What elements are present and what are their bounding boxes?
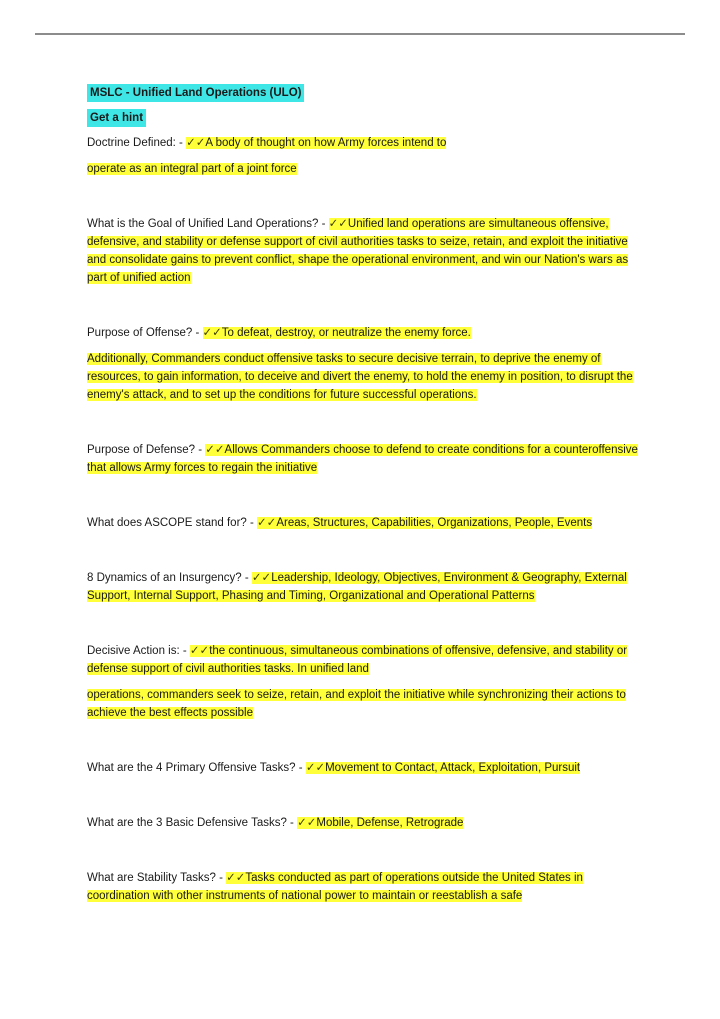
document-body — [87, 84, 642, 905]
answer-continuation-text: Additionally, Commanders conduct offensive tasks to secure decisive terrain, to deprive the enemy of resources, to gain information, to deceive and divert the enemy, to hold the enemy in position, to disrupt the enemy's attack, and to set up the conditions for future successful operations. — [87, 353, 633, 401]
checkmark-icon: ✓✓ — [297, 817, 317, 829]
checkmark-icon: ✓✓ — [202, 327, 222, 339]
question-text: Purpose of Defense? - — [87, 444, 206, 456]
answer-text: ✓✓Unified land operations are simultaneous offensive, defensive, and stability or defense support of civil authorities tasks to seize, retain, and exploit the initiative and consolidate gains to prevent conflict, shape the operational environment, and win our Nation's wars as part of unified action — [87, 218, 629, 284]
checkmark-icon: ✓✓ — [205, 444, 225, 456]
answer-continuation-text: operate as an integral part of a joint force — [87, 163, 297, 175]
question-text: What is the Goal of Unified Land Operations? - — [87, 218, 329, 230]
qa-item — [87, 215, 642, 287]
answer-text: ✓✓Mobile, Defense, Retrograde — [297, 817, 464, 829]
checkmark-icon: ✓✓ — [305, 762, 326, 774]
checkmark-icon: ✓✓ — [251, 572, 272, 584]
question-text: Doctrine Defined: - — [87, 137, 187, 149]
answer-continuation-text: operations, commanders seek to seize, retain, and exploit the initiative while synchronizing their actions to achieve the best effects possible — [87, 689, 626, 719]
qa-item — [87, 324, 642, 342]
qa-item — [87, 441, 642, 477]
answer-text: ✓✓Leadership, Ideology, Objectives, Environment & Geography, External Support, Internal Support, Phasing and Timing, Organizational and Operational Patterns — [87, 572, 627, 602]
qa-item — [87, 134, 642, 152]
answer-text: ✓✓To defeat, destroy, or neutralize the enemy force. — [202, 327, 471, 339]
answer-continuation — [87, 350, 642, 404]
question-text: What are the 3 Basic Defensive Tasks? - — [87, 817, 298, 829]
answer-text: ✓✓Movement to Contact, Attack, Exploitation, Pursuit — [305, 762, 581, 774]
checkmark-icon: ✓✓ — [257, 517, 277, 529]
checkmark-icon: ✓✓ — [328, 218, 348, 230]
document-title: MSLC - Unified Land Operations (ULO) — [87, 84, 304, 102]
qa-item — [87, 759, 642, 777]
get-hint-link[interactable]: Get a hint — [87, 109, 146, 127]
answer-text: ✓✓Allows Commanders choose to defend to create conditions for a counteroffensive that allows Army forces to regain the initiative — [87, 444, 638, 474]
question-text: 8 Dynamics of an Insurgency? - — [87, 572, 252, 584]
checkmark-icon: ✓✓ — [189, 645, 210, 657]
checkmark-icon: ✓✓ — [226, 872, 246, 884]
checkmark-icon: ✓✓ — [186, 137, 206, 149]
question-text: Decisive Action is: - — [87, 645, 190, 657]
question-text: What are Stability Tasks? - — [87, 872, 227, 884]
question-text: What are the 4 Primary Offensive Tasks? - — [87, 762, 306, 774]
top-rule — [35, 33, 685, 35]
answer-text: ✓✓the continuous, simultaneous combinations of offensive, defensive, and stability or defense support of civil authorities tasks. In unified land — [87, 645, 628, 675]
answer-text: ✓✓Areas, Structures, Capabilities, Organizations, People, Events — [257, 517, 593, 529]
answer-text: ✓✓Tasks conducted as part of operations outside the United States in coordination with other instruments of national power to maintain or reestablish a safe — [87, 872, 583, 902]
answer-continuation — [87, 160, 642, 178]
qa-item — [87, 569, 642, 605]
qa-item — [87, 869, 642, 905]
question-text: Purpose of Offense? - — [87, 327, 203, 339]
qa-item — [87, 814, 642, 832]
qa-item — [87, 514, 642, 532]
answer-text: ✓✓A body of thought on how Army forces intend to — [186, 137, 447, 149]
qa-item — [87, 642, 642, 678]
question-text: What does ASCOPE stand for? - — [87, 517, 258, 529]
answer-continuation — [87, 686, 642, 722]
